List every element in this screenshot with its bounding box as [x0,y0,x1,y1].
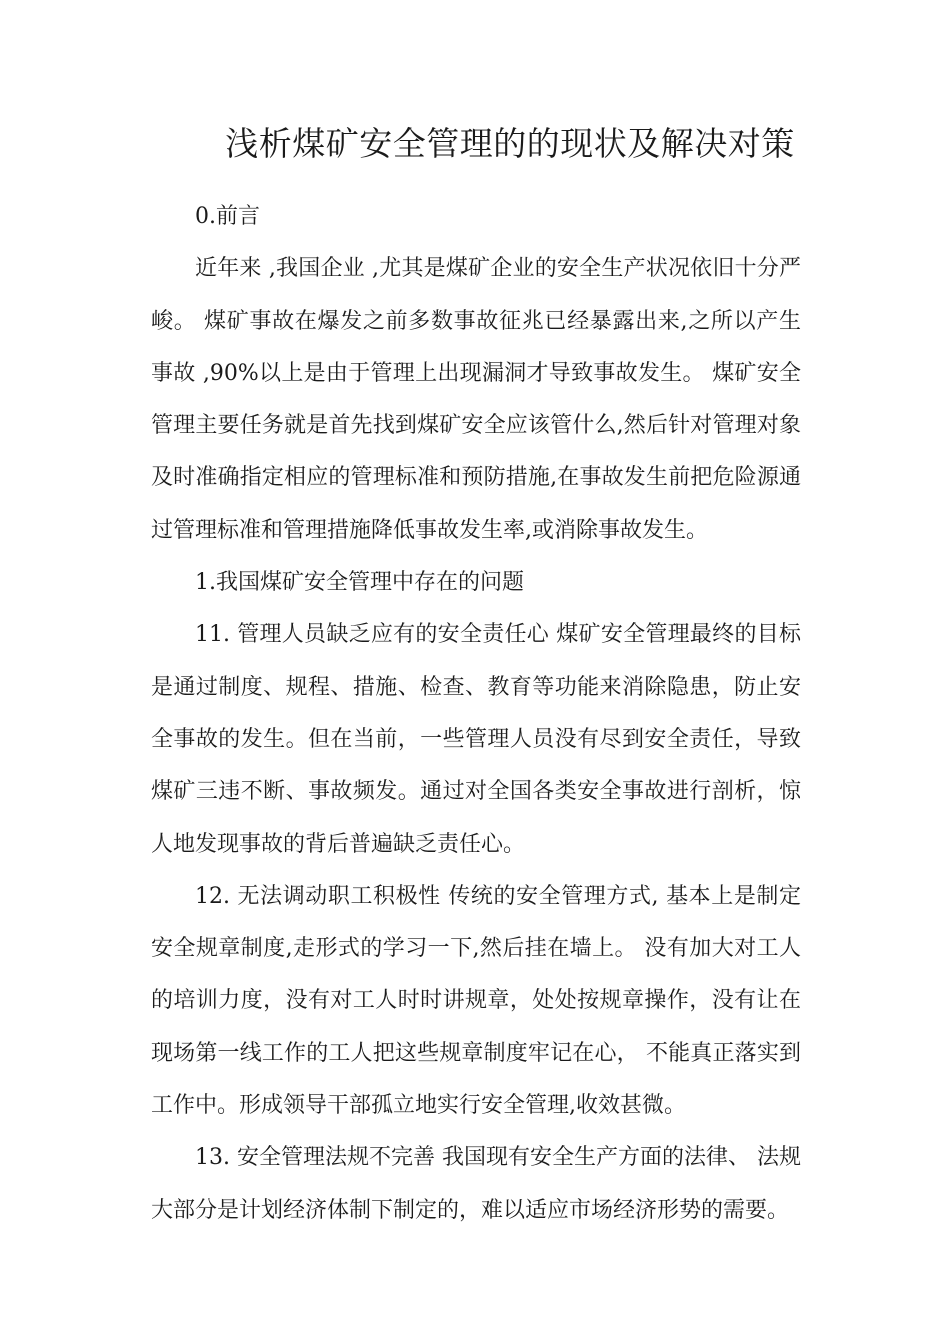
section-heading-problems: 1.我国煤矿安全管理中存在的问题 [195,570,524,596]
paragraph-preface: 近年来 ,我国企业 ,尤其是煤矿企业的安全生产状况依旧十分严峻。 煤矿事故在爆发之前多数事故征兆已经暴露出来,之所以产生事故 ,90%以上是由于管理上出现漏洞才导致事故发生。 煤矿安全管理主要任务就是首先找到煤矿安全应该管什么,然后针对管理对象及时准确指定相应的管理标准和预防措施,在事故发生前把危险源通过管理标准和管理措施降低事故发生率,或消除事故发生。 [151,256,801,543]
document-title: 浅析煤矿安全管理的的现状及解决对策 [225,124,795,163]
document-body [151,191,801,1237]
paragraph-1-2: 12. 无法调动职工积极性 传统的安全管理方式, 基本上是制定安全规章制度,走形式的学习一下,然后挂在墙上。 没有加大对工人的培训力度，没有对工人时时讲规章，处处按规章操作，没有让在现场第一线工作的工人把这些规章制度牢记在心， 不能真正落实到工作中。形成领导干部孤立地实行安全管理,收效甚微。 [151,883,801,1119]
paragraph-1-3: 13. 安全管理法规不完善 我国现有安全生产方面的法律、 法规大部分是计划经济体制下制定的，难以适应市场经济形势的需要。 [151,1145,801,1223]
section-heading-preface: 0.前言 [195,204,260,229]
paragraph-1-1: 11. 管理人员缺乏应有的安全责任心 煤矿安全管理最终的目标是通过制度、规程、措施、检查、教育等功能来消除隐患，防止安全事故的发生。但在当前，一些管理人员没有尽到安全责任，导致煤矿三违不断、事故频发。通过对全国各类安全事故进行剖析，惊人地发现事故的背后普遍缺乏责任心。 [151,622,801,857]
